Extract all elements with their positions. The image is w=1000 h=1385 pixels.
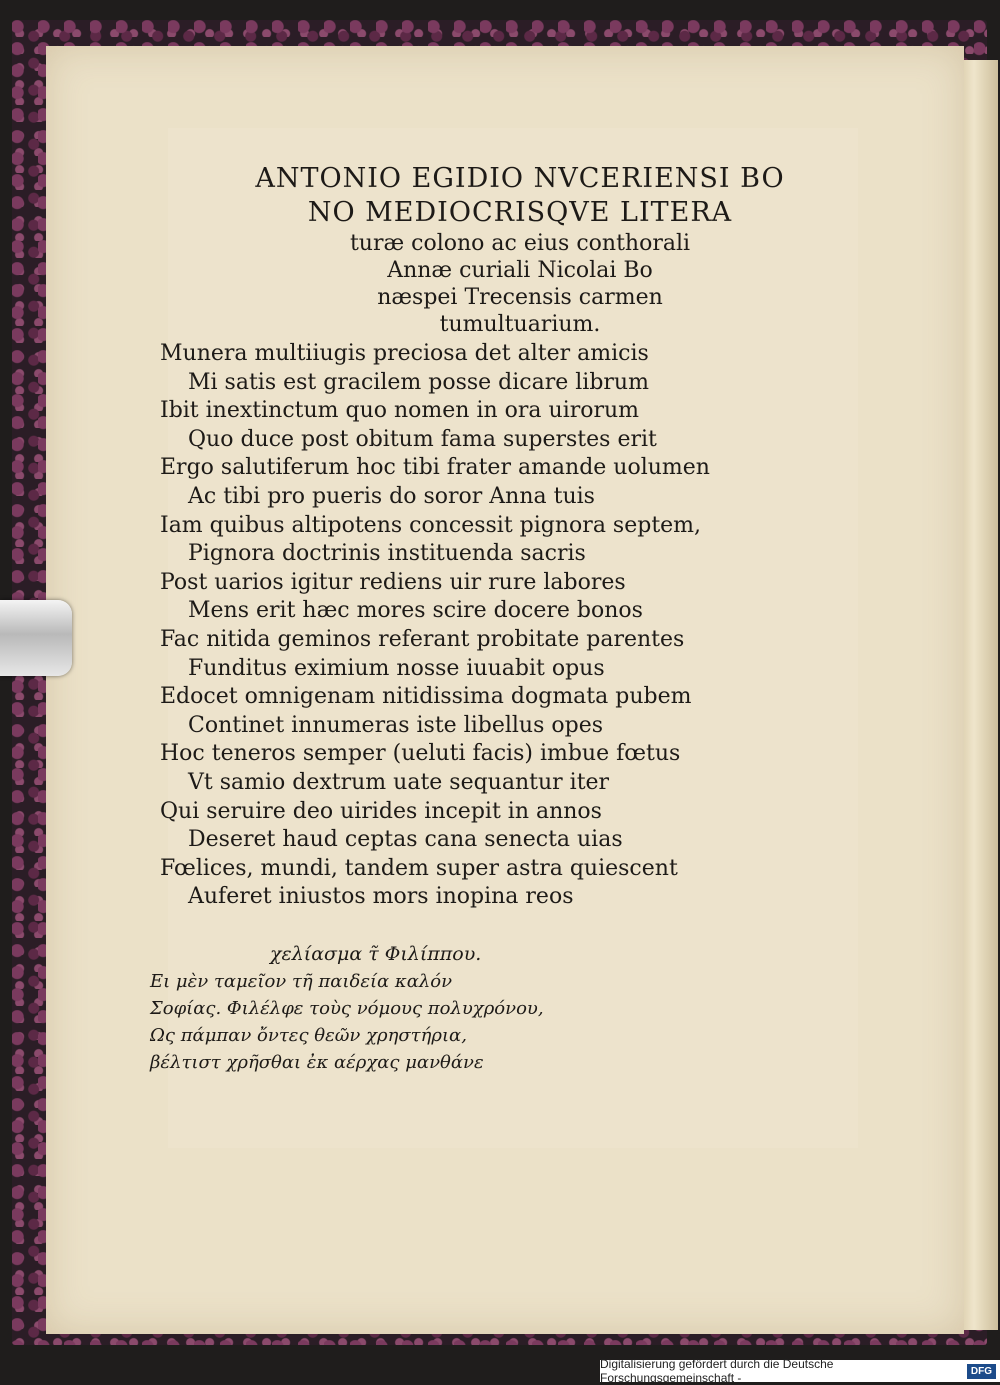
poem-verses	[160, 340, 710, 912]
dfg-logo: DFG	[967, 1364, 996, 1379]
title-line: NO MEDIOCRISQVE LITERA	[307, 197, 733, 228]
verse-line: Deseret haud ceptas cana senecta uias	[188, 827, 623, 853]
greek-line: Ει μὲν ταμεῖον τῆ παιδεία καλόν	[150, 971, 453, 992]
greek-title: χελίασμα τ̃ Φιλίππου.	[270, 943, 482, 965]
title-line: tumultuarium.	[439, 312, 601, 337]
verse-line: Ac tibi pro pueris do soror Anna tuis	[188, 483, 595, 509]
verse-line: Qui seruire deo uirides incepit in annos	[160, 798, 602, 824]
greek-line: Σοφίας. Φιλέλφε τοὺς νόμους πολυχρόνου,	[150, 998, 544, 1019]
digitization-footer	[600, 1357, 1000, 1385]
page-clip	[0, 600, 72, 676]
verse-line: Vt samio dextrum uate sequantur iter	[188, 769, 610, 795]
title-line: ANTONIO EGIDIO NVCERIENSI BO	[255, 163, 785, 194]
title-line: næspei Trecensis carmen	[377, 285, 663, 310]
greek-line: Ως πάμπαν ὄντες θεῶν χρηστήρια,	[150, 1025, 467, 1046]
verse-line: Hoc teneros semper (ueluti facis) imbue fœtus	[160, 741, 681, 767]
footer-text: Digitalisierung gefördert durch die Deutsche Forschungsgemeinschaft -	[600, 1357, 834, 1385]
verse-line: Pignora doctrinis instituenda sacris	[188, 541, 586, 567]
verse-line: Fac nitida geminos referant probitate parentes	[160, 626, 685, 652]
verse-line: Ergo salutiferum hoc tibi frater amande uolumen	[160, 455, 710, 481]
title-line: turæ colono ac eius conthorali	[349, 231, 691, 256]
poem-title	[150, 162, 890, 338]
verse-line: Mi satis est gracilem posse dicare librum	[188, 369, 649, 395]
greek-epigram	[150, 940, 544, 1076]
verse-line: Continet innumeras iste libellus opes	[188, 712, 604, 738]
verse-line: Fœlices, mundi, tandem super astra quiescent	[160, 855, 678, 881]
greek-line: βέλτιστ χρῆσθαι ἐκ αέρχας μανθάνε	[150, 1052, 484, 1073]
verse-line: Post uarios igitur rediens uir rure labores	[160, 569, 626, 595]
verse-line: Iam quibus altipotens concessit pignora septem,	[160, 512, 702, 538]
title-line: Annæ curiali Nicolai Bo	[387, 258, 653, 283]
verse-line: Mens erit hæc mores scire docere bonos	[188, 598, 643, 624]
verse-line: Auferet iniustos mors inopina reos	[188, 884, 574, 910]
verse-line: Funditus eximium nosse iuuabit opus	[188, 655, 605, 681]
verse-line: Munera multiiugis preciosa det alter amicis	[160, 341, 649, 366]
verse-line: Ibit inextinctum quo nomen in ora uirorum	[160, 398, 640, 424]
verse-line: Quo duce post obitum fama superstes erit	[188, 426, 657, 452]
facing-page-edge	[958, 60, 998, 1330]
verse-line: Edocet omnigenam nitidissima dogmata pubem	[160, 684, 692, 710]
